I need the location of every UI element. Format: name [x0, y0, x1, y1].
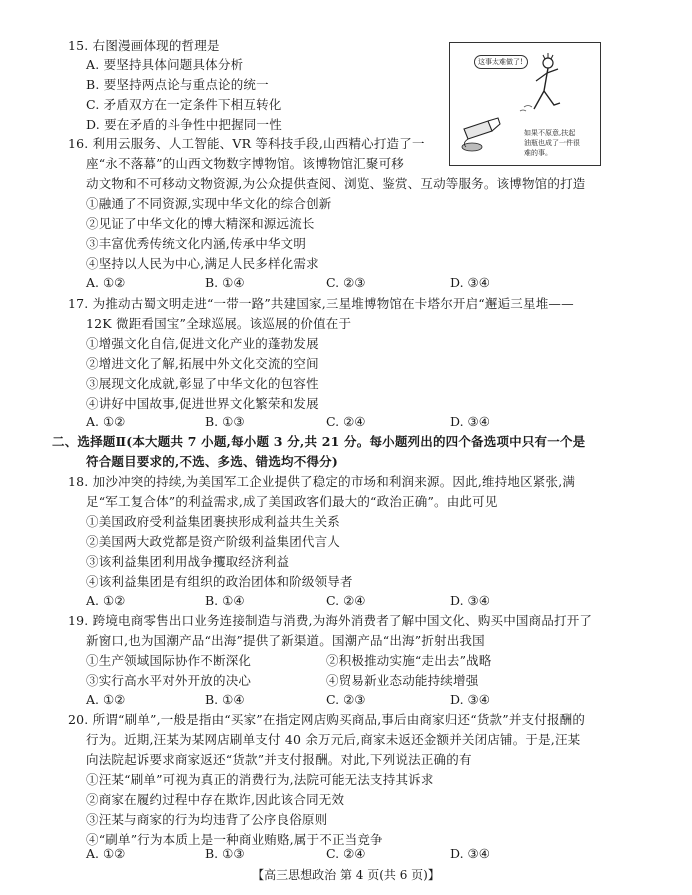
q17-statement-4: ④讲好中国故事,促进世界文化繁荣和发展 — [86, 396, 319, 411]
cartoon-caption-line2: 油瓶也成了一件很 — [524, 139, 580, 147]
q16-stem-line1: 16. 利用云服务、人工智能、VR 等科技手段,山西精心打造了一 — [68, 136, 425, 151]
q19-choice-a: A. ①② — [86, 692, 126, 707]
q19-stem-line2: 新窗口,也为国潮产品“出海”提供了新渠道。国潮产品“出海”折射出我国 — [86, 633, 485, 648]
q18-statement-4: ④该利益集团是有组织的政治团体和阶级领导者 — [86, 574, 353, 589]
q19-choice-d: D. ③④ — [450, 692, 490, 707]
q19-choice-b: B. ①④ — [205, 692, 245, 707]
q16-statement-2: ②见证了中华文化的博大精深和源远流长 — [86, 216, 315, 231]
q20-choice-b: B. ①③ — [205, 846, 245, 861]
q16-stem-line2: 座“永不落幕”的山西文物数字博物馆。该博物馆汇聚可移 — [86, 156, 404, 171]
q18-choice-a: A. ①② — [86, 593, 126, 608]
q17-stem-line1: 17. 为推动古蜀文明走进“一带一路”共建国家,三星堆博物馆在卡塔尔开启“邂逅三星堆—— — [68, 296, 574, 311]
q18-statement-1: ①美国政府受利益集团裹挟形成利益共生关系 — [86, 514, 341, 529]
q18-choice-c: C. ②④ — [326, 593, 366, 608]
q17-statement-1: ①增强文化自信,促进文化产业的蓬勃发展 — [86, 336, 319, 351]
q18-statement-2: ②美国两大政党都是资产阶级利益集团代言人 — [86, 534, 341, 549]
q17-choice-a: A. ①② — [86, 414, 126, 429]
q19-statement-4: ④贸易新业态动能持续增强 — [326, 673, 479, 688]
q20-stem-line2: 行为。近期,汪某为某网店刷单支付 40 余万元后,商家未返还金额并关闭店铺。于是,汪某 — [86, 732, 581, 747]
section2-heading-line2: 符合题目要求的,不选、多选、错选均不得分) — [86, 454, 338, 469]
q16-statement-1: ①融通了不同资源,实现中华文化的综合创新 — [86, 196, 332, 211]
q18-stem-line1: 18. 加沙冲突的持续,为美国军工企业提供了稳定的市场和利润来源。因此,维持地区紧张,满 — [68, 474, 576, 489]
q15-option-c: C. 矛盾双方在一定条件下相互转化 — [86, 97, 282, 112]
q20-choice-a: A. ①② — [86, 846, 126, 861]
q17-statement-2: ②增进文化了解,拓展中外文化交流的空间 — [86, 356, 319, 371]
q15-option-a: A. 要坚持具体问题具体分析 — [86, 57, 244, 72]
cartoon-caption-line3: 难的事。 — [524, 149, 552, 157]
q16-choice-b: B. ①④ — [205, 275, 245, 290]
q17-statement-3: ③展现文化成就,彰显了中华文化的包容性 — [86, 376, 319, 391]
q19-stem-line1: 19. 跨境电商零售出口业务连接制造与消费,为海外消费者了解中国文化、购买中国商品打开了 — [68, 613, 593, 628]
q20-statement-2: ②商家在履约过程中存在欺诈,因此该合同无效 — [86, 792, 345, 807]
q19-statement-3: ③实行高水平对外开放的决心 — [86, 673, 252, 688]
q20-stem-line1: 20. 所谓“刷单”,一般是指由“买家”在指定网店购买商品,事后由商家归还“货款”并支付报酬的 — [68, 712, 586, 727]
q20-stem-line3: 向法院起诉要求商家返还“货款”并支付报酬。对此,下列说法正确的有 — [86, 752, 472, 767]
q16-choice-d: D. ③④ — [450, 275, 490, 290]
q16-choice-a: A. ①② — [86, 275, 126, 290]
page-footer: 【高三思想政治 第 4 页(共 6 页)】 — [252, 868, 440, 882]
q18-stem-line2: 足“军工复合体”的利益需求,成了美国政客们最大的“政治正确”。由此可见 — [86, 494, 498, 509]
q16-statement-3: ③丰富优秀传统文化内涵,传承中华文明 — [86, 236, 307, 251]
q15-cartoon — [449, 42, 601, 166]
cartoon-caption-line1: 如果不原意,扶起 — [524, 129, 576, 137]
q18-choice-b: B. ①④ — [205, 593, 245, 608]
q17-choice-c: C. ②④ — [326, 414, 366, 429]
q16-stem-line3: 动文物和不可移动文物资源,为公众提供查阅、浏览、鉴赏、互动等服务。该博物馆的打造 — [86, 176, 586, 191]
section2-heading-line1: 二、选择题Ⅱ(本大题共 7 小题,每小题 3 分,共 21 分。每小题列出的四个备选项中只有一个是 — [52, 434, 586, 449]
q18-choice-d: D. ③④ — [450, 593, 490, 608]
q20-statement-4: ④“刷单”行为本质上是一种商业贿赂,属于不正当竞争 — [86, 832, 383, 847]
q18-statement-3: ③该利益集团利用战争攫取经济利益 — [86, 554, 290, 569]
q16-choice-c: C. ②③ — [326, 275, 366, 290]
q19-statement-1: ①生产领域国际协作不断深化 — [86, 653, 252, 668]
q15-option-b: B. 要坚持两点论与重点论的统一 — [86, 77, 269, 92]
q17-stem-line2: 12K 微距看国宝”全球巡展。该巡展的价值在于 — [86, 316, 352, 331]
q19-statement-2: ②积极推动实施“走出去”战略 — [326, 653, 492, 668]
q20-statement-1: ①汪某“刷单”可视为真正的消费行为,法院可能无法支持其诉求 — [86, 772, 434, 787]
q20-choice-c: C. ②④ — [326, 846, 366, 861]
q19-choice-c: C. ②③ — [326, 692, 366, 707]
q20-statement-3: ③汪某与商家的行为均违背了公序良俗原则 — [86, 812, 328, 827]
q17-choice-b: B. ①③ — [205, 414, 245, 429]
q20-choice-d: D. ③④ — [450, 846, 490, 861]
q17-choice-d: D. ③④ — [450, 414, 490, 429]
cartoon-bubble-text: 这事太难做了! — [478, 58, 523, 66]
q15-option-d: D. 要在矛盾的斗争性中把握同一性 — [86, 117, 282, 132]
q16-statement-4: ④坚持以人民为中心,满足人民多样化需求 — [86, 256, 319, 271]
q15-stem: 15. 右图漫画体现的哲理是 — [68, 38, 220, 53]
